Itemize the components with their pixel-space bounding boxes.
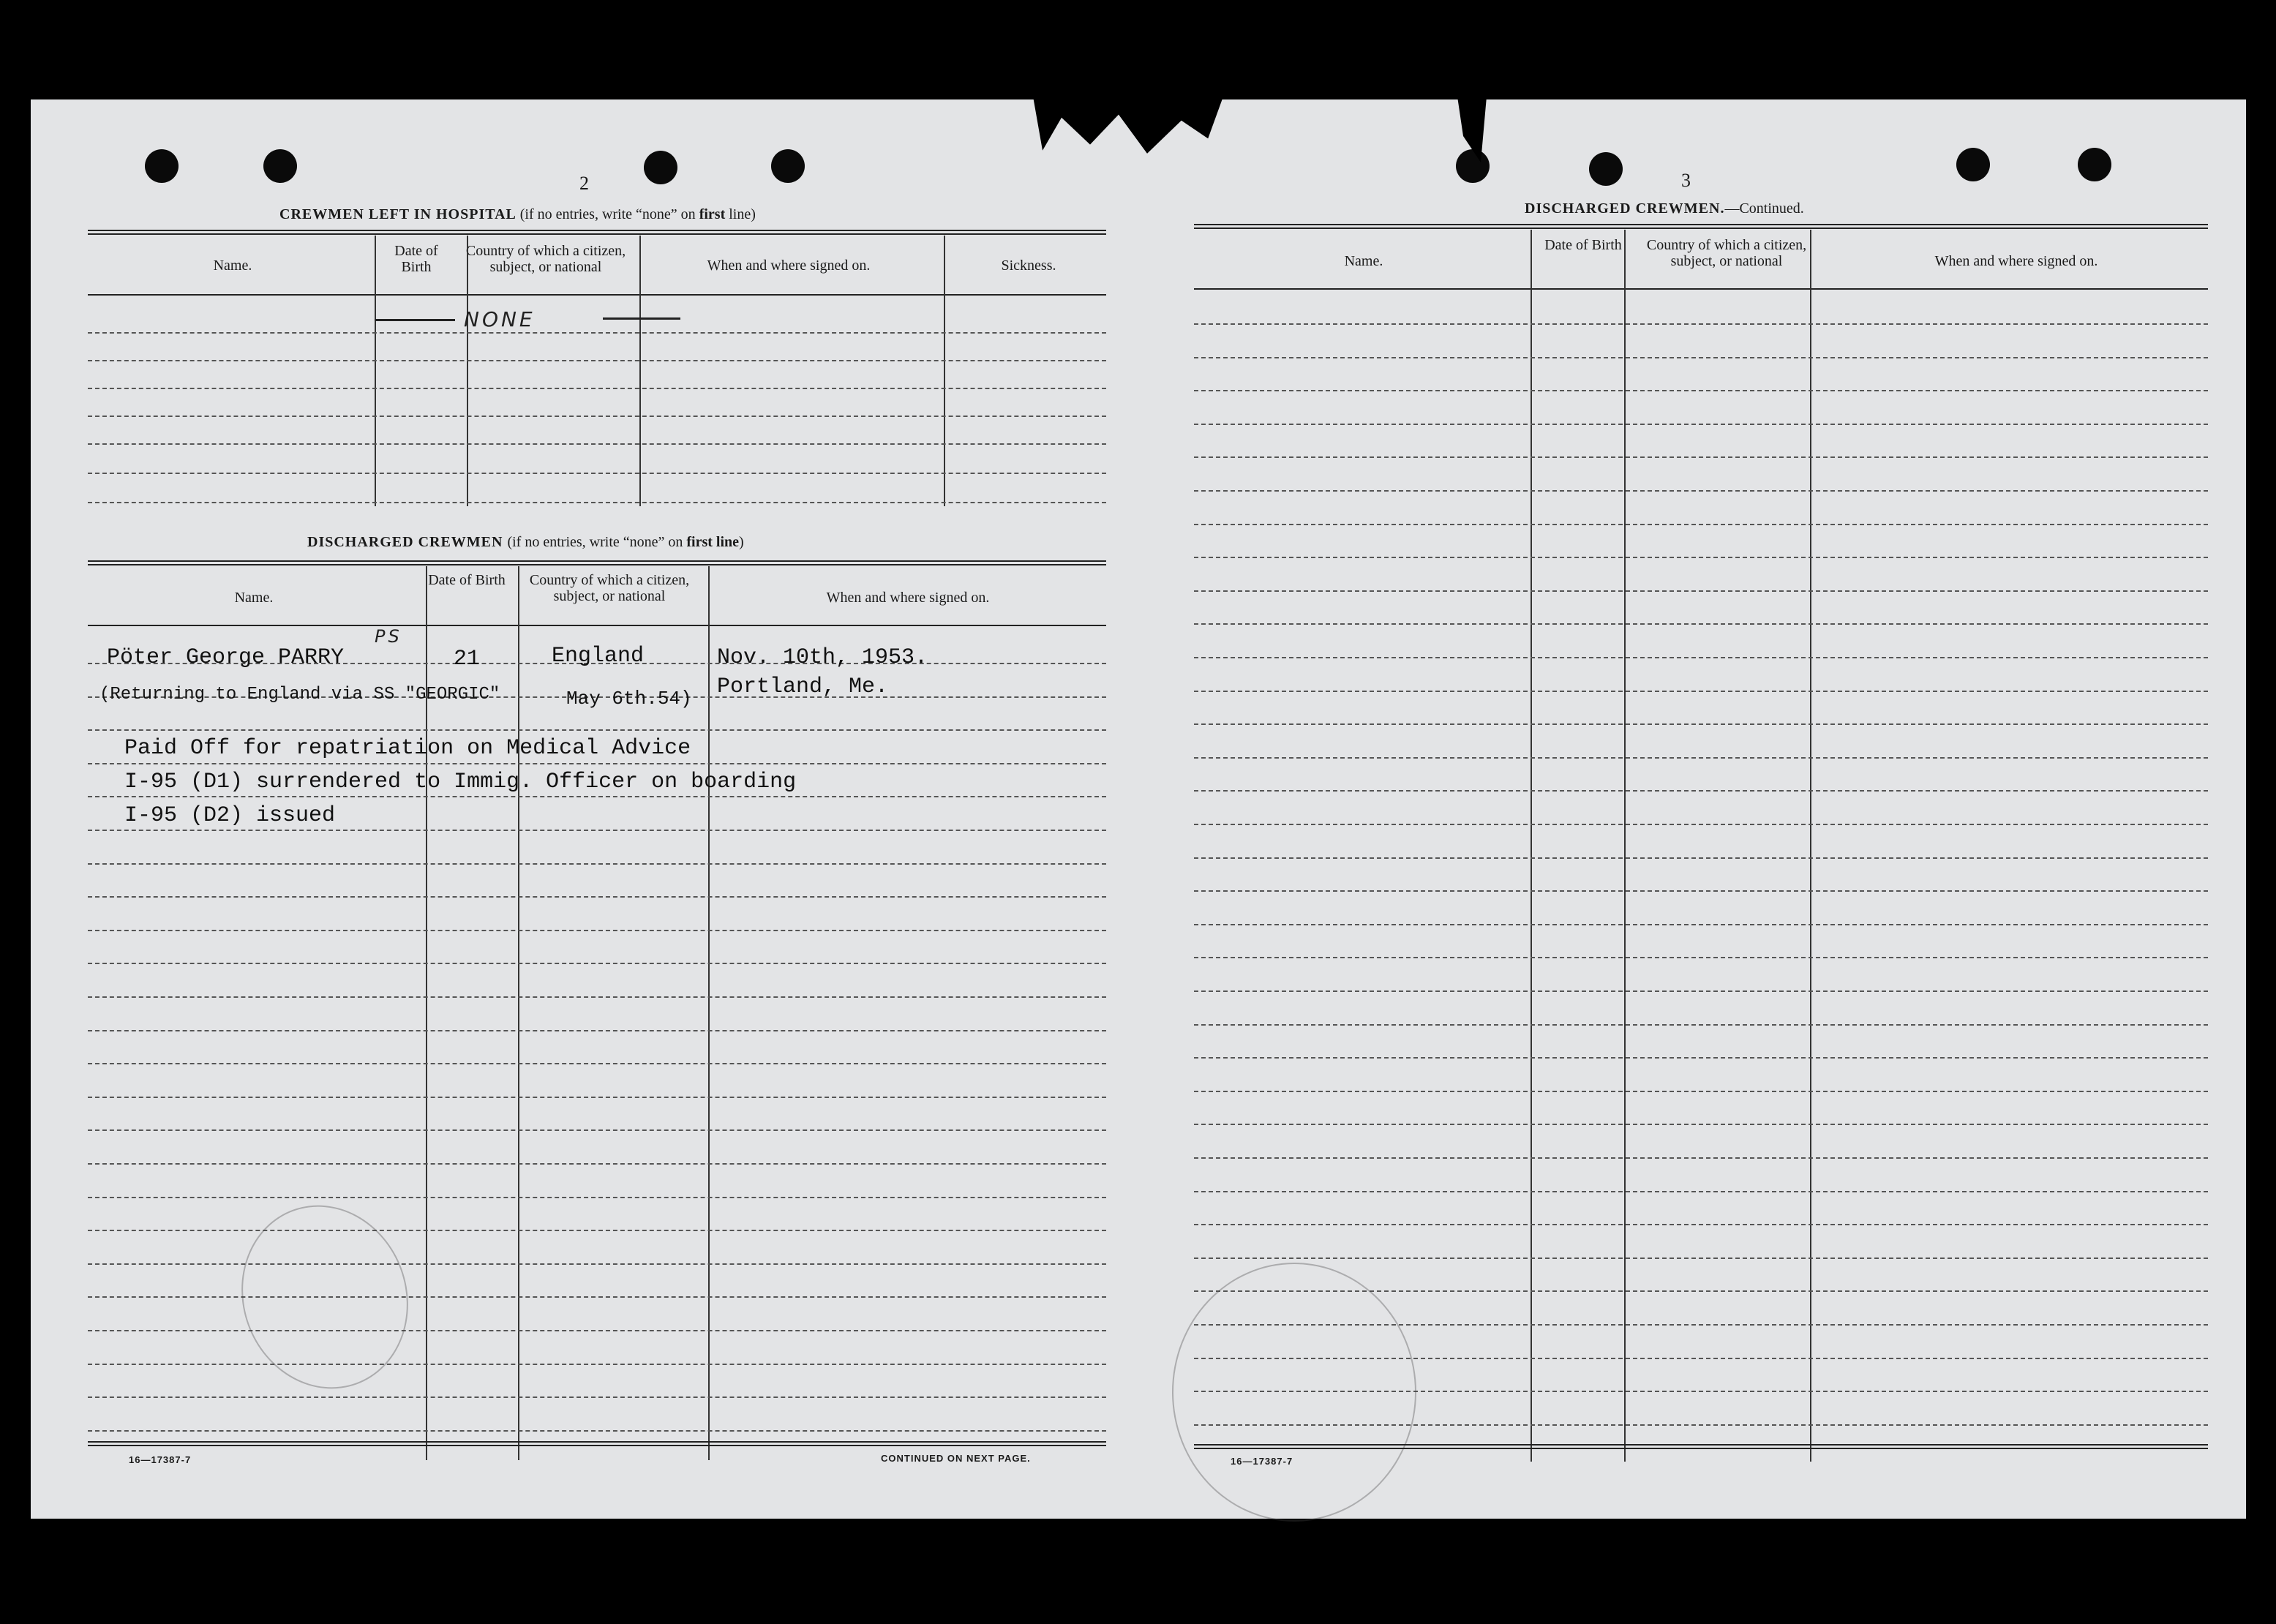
column-header-signed-on: When and where signed on.	[707, 257, 871, 274]
entry-line	[88, 763, 1106, 764]
discharged-section-title: DISCHARGED CREWMEN (if no entries, write “none” on first line)	[307, 534, 744, 550]
entry-line	[1194, 390, 2208, 391]
faint-stamp	[1172, 1263, 1416, 1522]
signed-on-date: Nov. 10th, 1953.	[717, 645, 928, 670]
entry-line	[88, 443, 1106, 445]
entry-line	[1194, 1057, 2208, 1059]
entry-line	[88, 360, 1106, 361]
column-header-sickness: Sickness.	[1001, 257, 1056, 274]
entry-line	[88, 416, 1106, 417]
punch-hole	[1589, 152, 1623, 186]
entry-line	[88, 1197, 1106, 1198]
page-number: 3	[1681, 170, 1691, 191]
entry-line	[88, 1163, 1106, 1165]
column-header-country: Country of which a citizen, subject, or national	[465, 243, 626, 275]
entry-line	[1194, 691, 2208, 692]
entry-line	[88, 1364, 1106, 1365]
entry-line	[88, 863, 1106, 865]
entry-line	[1194, 1091, 2208, 1092]
handwritten-strike-left	[375, 319, 455, 321]
entry-line	[88, 896, 1106, 898]
remark-line: I-95 (D2) issued	[124, 803, 336, 828]
punch-hole	[145, 149, 179, 183]
continued-note: CONTINUED ON NEXT PAGE.	[881, 1453, 1031, 1464]
column-divider	[1531, 230, 1532, 1462]
signed-on-place: Portland, Me.	[717, 674, 889, 699]
entry-line	[1194, 1224, 2208, 1225]
form-number: 16—17387-7	[1231, 1456, 1293, 1467]
entry-line	[1194, 1258, 2208, 1259]
entry-line	[1194, 323, 2208, 325]
returning-date: May 6th.54)	[566, 688, 692, 710]
entry-line	[88, 1396, 1106, 1398]
entry-line	[88, 830, 1106, 831]
entry-line	[1194, 557, 2208, 558]
punch-hole	[263, 149, 297, 183]
punch-hole	[1456, 149, 1490, 183]
entry-line	[1194, 524, 2208, 525]
column-header-signed-on: When and where signed on.	[1934, 253, 2098, 269]
column-divider	[708, 566, 710, 1460]
column-divider	[467, 236, 468, 506]
column-divider	[1624, 230, 1626, 1462]
punch-hole	[2078, 148, 2111, 181]
hospital-section-title: CREWMEN LEFT IN HOSPITAL (if no entries, write “none” on first line)	[279, 206, 756, 222]
faint-stamp	[216, 1181, 433, 1412]
entry-line	[88, 1129, 1106, 1131]
entry-line	[88, 388, 1106, 389]
header-rule	[88, 560, 1106, 565]
header-underline	[88, 625, 1106, 626]
document-sheet	[31, 99, 2246, 1519]
punch-hole	[1956, 148, 1990, 181]
torn-edge	[1033, 97, 1223, 157]
entry-line	[1194, 723, 2208, 725]
entry-line	[1194, 824, 2208, 825]
handwritten-strike-right	[603, 317, 680, 320]
column-header-signed-on: When and where signed on.	[826, 590, 990, 606]
entry-line	[1194, 857, 2208, 859]
entry-line	[88, 1330, 1106, 1331]
entry-line	[88, 473, 1106, 474]
column-header-name: Name.	[234, 590, 274, 606]
entry-line	[1194, 357, 2208, 358]
column-header-country: Country of which a citizen, subject, or national	[1646, 237, 1807, 269]
punch-hole	[644, 151, 677, 184]
entry-line	[1194, 890, 2208, 892]
entry-line	[88, 1263, 1106, 1265]
form-number: 16—17387-7	[129, 1454, 192, 1465]
entry-line	[1194, 757, 2208, 759]
entry-line	[1194, 1024, 2208, 1026]
entry-line	[88, 729, 1106, 731]
footer-rule	[1194, 1444, 2208, 1449]
crewman-country: England	[552, 644, 645, 669]
column-divider	[518, 566, 519, 1460]
entry-line	[1194, 957, 2208, 958]
column-header-dob: Date of Birth	[428, 572, 506, 588]
entry-line	[1194, 424, 2208, 425]
punch-hole	[771, 149, 805, 183]
discharged-continued-title: DISCHARGED CREWMEN.—Continued.	[1525, 200, 1804, 217]
entry-line	[1194, 490, 2208, 492]
remark-line: I-95 (D1) surrendered to Immig. Officer on boarding	[124, 770, 797, 794]
footer-rule	[88, 1441, 1106, 1446]
crewman-dob: 21	[454, 647, 481, 672]
column-header-dob: Date of Birth	[1544, 237, 1622, 253]
entry-line	[88, 930, 1106, 931]
returning-note: (Returning to England via SS "GEORGIC"	[99, 685, 500, 704]
entry-line	[88, 1097, 1106, 1098]
entry-line	[1194, 1191, 2208, 1192]
remark-line: Paid Off for repatriation on Medical Advice	[124, 736, 691, 761]
header-underline	[88, 294, 1106, 296]
entry-line	[1194, 456, 2208, 458]
column-divider	[944, 236, 945, 506]
entry-line	[1194, 1157, 2208, 1159]
header-underline	[1194, 288, 2208, 290]
entry-line	[88, 1430, 1106, 1432]
entry-line	[1194, 623, 2208, 625]
entry-line	[88, 1063, 1106, 1064]
entry-line	[88, 1030, 1106, 1031]
entry-line	[88, 502, 1106, 503]
header-rule	[88, 230, 1106, 235]
column-header-name: Name.	[213, 257, 252, 274]
entry-line	[1194, 790, 2208, 792]
entry-line	[1194, 1124, 2208, 1125]
column-divider	[375, 236, 376, 506]
entry-line	[1194, 590, 2208, 592]
entry-line	[1194, 990, 2208, 992]
column-divider	[1810, 230, 1811, 1462]
column-divider	[639, 236, 641, 506]
column-header-country: Country of which a citizen, subject, or national	[529, 572, 690, 604]
entry-line	[88, 1296, 1106, 1298]
entry-line	[88, 332, 1106, 334]
column-header-name: Name.	[1344, 253, 1383, 269]
handwritten-none: NONE	[464, 307, 536, 331]
entry-line	[88, 996, 1106, 998]
column-header-dob: Date of Birth	[394, 243, 438, 275]
entry-line	[1194, 924, 2208, 925]
entry-line	[88, 796, 1106, 797]
handwritten-mark: PS	[375, 626, 402, 647]
crewman-name: Pöter George PARRY	[107, 645, 345, 670]
entry-line	[88, 1230, 1106, 1231]
entry-line	[1194, 657, 2208, 658]
entry-line	[88, 963, 1106, 964]
page-number: 2	[579, 173, 589, 194]
header-rule	[1194, 224, 2208, 229]
